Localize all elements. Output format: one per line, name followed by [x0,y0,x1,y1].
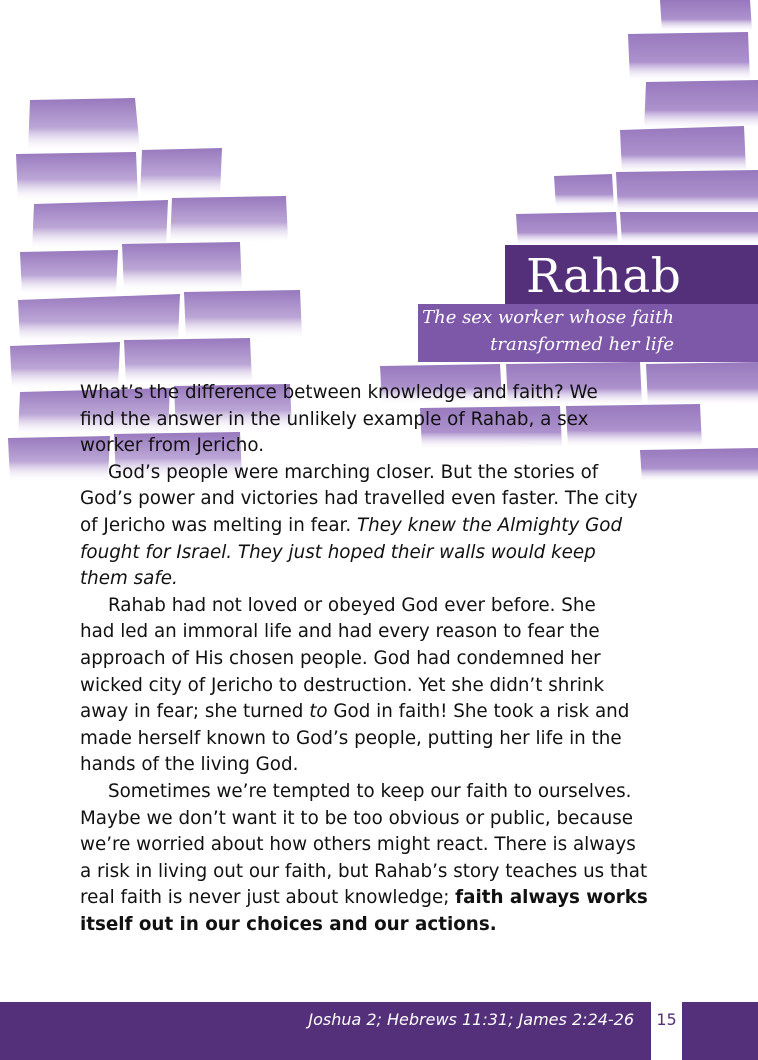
text-line: find the answer in the unlikely example of Rahab, a sex [80,408,589,430]
italic-run: They knew the Almighty God [357,514,623,536]
paragraph-4 [80,779,700,939]
text-line: approach of His chosen people. God had condemned her [80,647,601,669]
text-run: God in faith! She took a risk and [327,701,630,723]
text-line: God’s power and victories had travelled even faster. The city [80,488,638,510]
italic-run: them safe. [80,568,178,590]
text-line: had led an immoral life and had every reason to fear the [80,621,600,643]
text-line [80,885,700,912]
paragraph-1 [80,380,700,460]
text-run: away in fear; she turned [80,701,310,723]
text-line: Sometimes we’re tempted to keep our faith to ourselves. [108,780,632,802]
text-line [80,912,700,939]
bold-run: faith always works [455,887,648,909]
body-text [80,380,700,938]
text-run: of Jericho was melting in fear. [80,514,357,536]
text-line: What’s the difference between knowledge and faith? We [80,382,598,403]
text-run: real faith is never just about knowledge; [80,887,456,909]
text-line [80,699,700,726]
scripture-references: Joshua 2; Hebrews 11:31; James 2:24-26 [308,1010,634,1029]
text-line [80,540,700,567]
text-line: God’s people were marching closer. But the stories of [108,461,599,483]
text-line: made herself known to God’s people, putting her life in the [80,727,622,749]
paragraph-3 [80,593,700,779]
text-line [80,566,700,593]
text-line: we’re worried about how others might react. There is always [80,834,636,856]
italic-run: fought for Israel. They just hoped their walls would keep [80,541,596,563]
subtitle-line-2: transformed her life [490,334,674,355]
page-title: Rahab [526,249,682,304]
text-line: wicked city of Jericho to destruction. Yet she didn’t shrink [80,674,605,696]
text-line [80,513,700,540]
text-line: Maybe we don’t want it to be too obvious or public, because [80,807,633,829]
bold-run: itself out in our choices and our actions. [80,913,497,935]
text-line: hands of the living God. [80,754,299,776]
subtitle-line-1: The sex worker whose faith [422,307,674,328]
text-line: Rahab had not loved or obeyed God ever before. She [108,594,596,616]
text-line: worker from Jericho. [80,435,265,457]
paragraph-2 [80,460,700,593]
page-number: 15 [656,1010,677,1029]
text-line: a risk in living out our faith, but Rahab’s story teaches us that [80,860,648,882]
italic-run: to [309,701,328,723]
